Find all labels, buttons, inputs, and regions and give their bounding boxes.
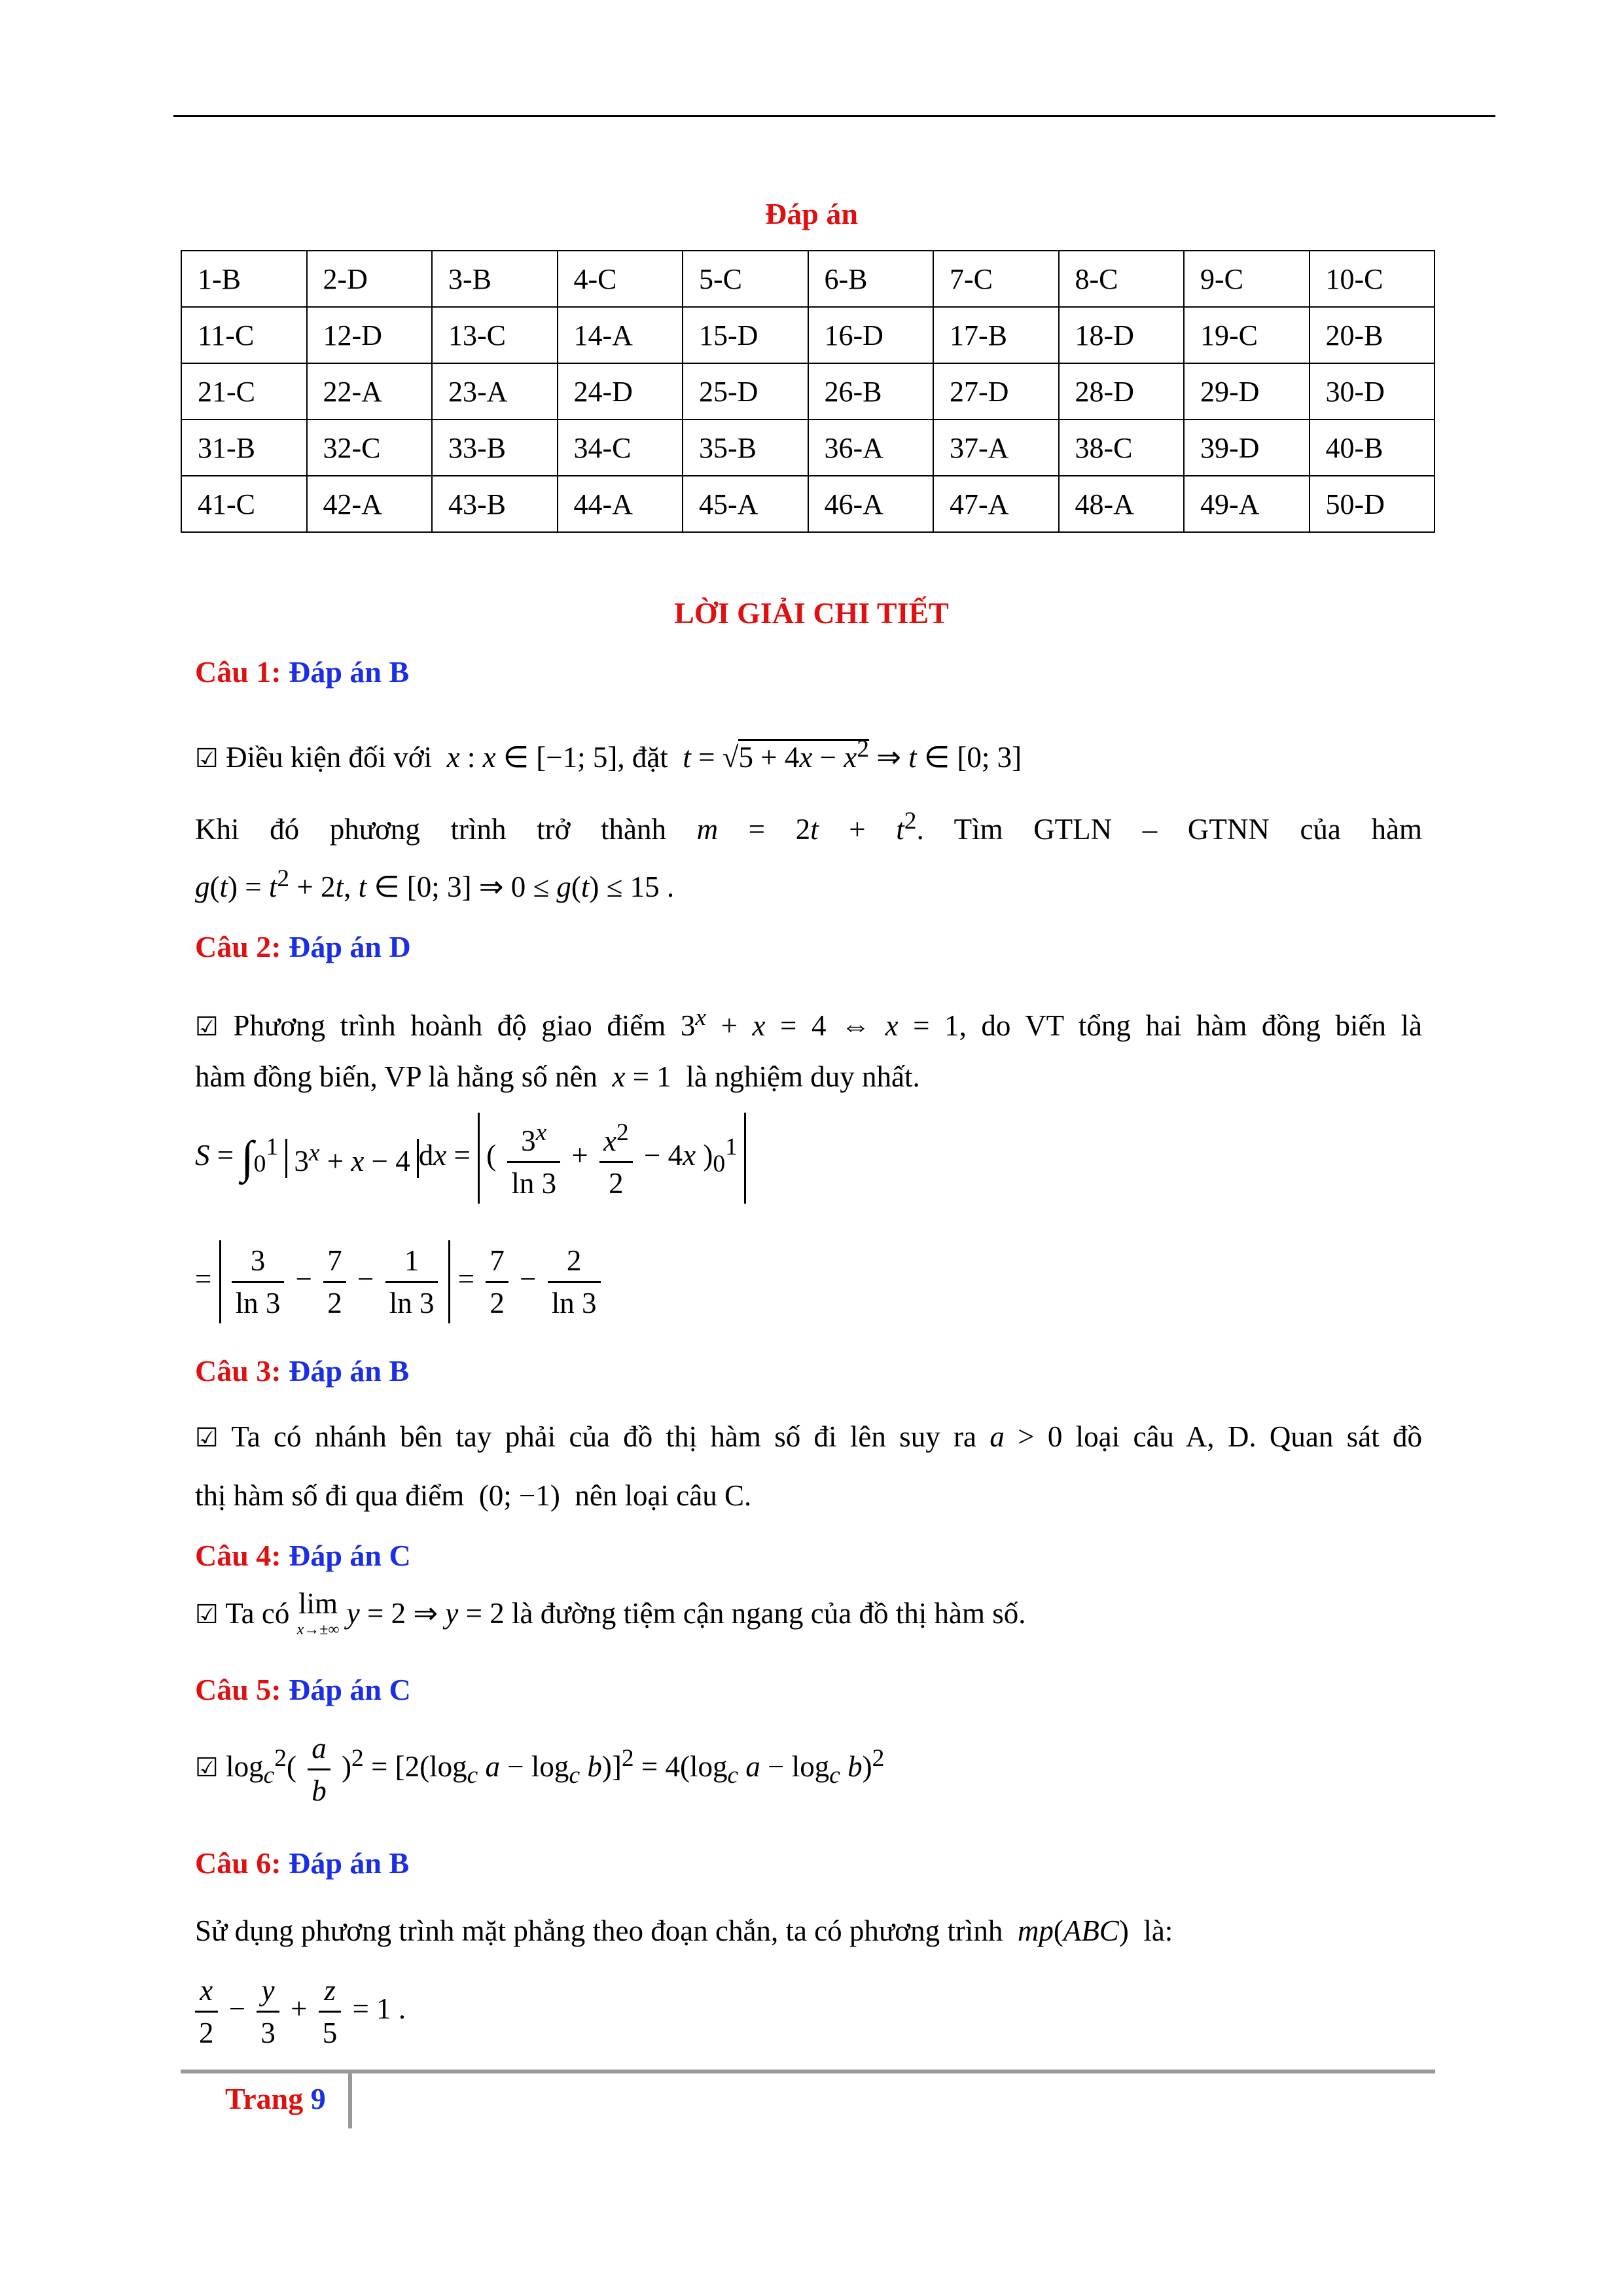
table-cell: 43-B — [432, 476, 558, 532]
question-2-line-1: ☑ Phương trình hoành độ giao điểm $3^x + x = 4$ ⇔ x = 1, do VT tổng hai hàm đồng biến là — [195, 1004, 1422, 1042]
question-2-heading: Câu 2: Đáp án D — [195, 930, 411, 963]
table-cell: 36-A — [808, 420, 934, 476]
question-6-line-1: Sử dụng phương trình mặt phẳng theo đoạn chắn, ta có phương trình mp(ABC) là: — [195, 1914, 1173, 1947]
table-cell: 35-B — [683, 420, 808, 476]
table-cell: 4-C — [558, 251, 683, 307]
question-1-line-2: Khi đó phương trình trở thành $m = 2t + t^2$. Tìm GTLN – GTNN của hàm — [195, 808, 1422, 846]
table-cell: 30-D — [1310, 363, 1435, 420]
question-3-heading: Câu 3: Đáp án B — [195, 1354, 410, 1388]
question-4-line-1: ☑ Ta có lim x→±∞ y = 2 ⇒ y = 2 là đường tiệm cận ngang của đồ thị hàm số. — [195, 1587, 1026, 1638]
table-cell: 2-D — [307, 251, 433, 307]
footer-divider — [348, 2072, 352, 2128]
table-cell: 17-B — [933, 307, 1059, 363]
checkbox-icon: ☑ — [195, 1600, 219, 1630]
table-cell: 7-C — [933, 251, 1059, 307]
table-cell: 40-B — [1310, 420, 1435, 476]
table-cell: 12-D — [307, 307, 433, 363]
question-1-heading: Câu 1: Đáp án B — [195, 655, 410, 689]
question-3-line-1: ☑ Ta có nhánh bên tay phải của đồ thị hàm số đi lên suy ra a > 0 loại câu A, D. Quan sát đồ — [195, 1420, 1423, 1453]
table-cell: 20-B — [1310, 307, 1435, 363]
table-cell: 25-D — [683, 363, 808, 420]
table-cell: 19-C — [1184, 307, 1310, 363]
table-cell: 3-B — [432, 251, 558, 307]
checkbox-icon: ☑ — [195, 1423, 219, 1453]
table-cell: 29-D — [1184, 363, 1310, 420]
question-1-line-1: ☑ Điều kiện đối với x : x ∈ [−1; 5], đặt $t = √5 + 4x - x^2$ ⇒ t ∈ [0; 3] — [195, 736, 1022, 774]
question-6-equation: $\frac{x}{2}$ − $\frac{y}{3}$ + $\frac{z}{5}$ = 1 . — [195, 1970, 1422, 2053]
table-row — [181, 363, 1435, 420]
table-cell: 1-B — [181, 251, 307, 307]
table-cell: 44-A — [558, 476, 683, 532]
table-cell: 33-B — [432, 420, 558, 476]
footer-rule — [181, 2070, 1435, 2073]
table-cell: 13-C — [432, 307, 558, 363]
table-cell: 10-C — [1310, 251, 1435, 307]
table-cell: 16-D — [808, 307, 934, 363]
checkbox-icon: ☑ — [195, 744, 219, 774]
table-cell: 45-A — [683, 476, 808, 532]
question-6-heading: Câu 6: Đáp án B — [195, 1846, 410, 1880]
checkbox-icon: ☑ — [195, 1012, 219, 1042]
question-3-line-2: thị hàm số đi qua điểm (0; −1) nên loại câu C. — [195, 1479, 752, 1512]
table-row — [181, 420, 1435, 476]
question-4-heading: Câu 4: Đáp án C — [195, 1539, 411, 1572]
solutions-title: LỜI GIẢI CHI TIẾT — [674, 596, 949, 630]
table-row — [181, 476, 1435, 532]
table-cell: 14-A — [558, 307, 683, 363]
header-rule — [173, 115, 1495, 117]
table-cell: 38-C — [1059, 420, 1185, 476]
table-cell: 46-A — [808, 476, 934, 532]
table-cell: 42-A — [307, 476, 433, 532]
table-cell: 27-D — [933, 363, 1059, 420]
table-cell: 32-C — [307, 420, 433, 476]
table-cell: 11-C — [181, 307, 307, 363]
page-number: Trang 9 — [225, 2082, 326, 2115]
answers-title: Đáp án — [765, 197, 858, 230]
table-cell: 39-D — [1184, 420, 1310, 476]
answer-table — [181, 250, 1435, 533]
table-cell: 18-D — [1059, 307, 1185, 363]
table-cell: 34-C — [558, 420, 683, 476]
question-1-line-3: $g(t) = t^2 + 2t$, t ∈ [0; 3] ⇒ 0 ≤ g(t) ≤ 15 . — [195, 865, 675, 903]
question-5-heading: Câu 5: Đáp án C — [195, 1673, 411, 1706]
table-cell: 49-A — [1184, 476, 1310, 532]
question-5-formula: ☑ $\log_c^2$( $\frac{a}{b}$ )$^2 = [2(\log_c$ $a - \log_c b)]^2 = 4(\log_c$ $a - \log_c b)^2$ — [195, 1728, 1422, 1811]
table-cell: 48-A — [1059, 476, 1185, 532]
table-cell: 15-D — [683, 307, 808, 363]
table-cell: 24-D — [558, 363, 683, 420]
table-row — [181, 307, 1435, 363]
table-cell: 8-C — [1059, 251, 1185, 307]
table-cell: 22-A — [307, 363, 433, 420]
table-cell: 23-A — [432, 363, 558, 420]
table-cell: 5-C — [683, 251, 808, 307]
table-cell: 37-A — [933, 420, 1059, 476]
table-cell: 47-A — [933, 476, 1059, 532]
table-cell: 28-D — [1059, 363, 1185, 420]
table-cell: 50-D — [1310, 476, 1435, 532]
table-cell: 26-B — [808, 363, 934, 420]
table-cell: 21-C — [181, 363, 307, 420]
table-cell: 9-C — [1184, 251, 1310, 307]
table-cell: 31-B — [181, 420, 307, 476]
question-2-line-2: hàm đồng biến, VP là hằng số nên x = 1 là nghiệm duy nhất. — [195, 1060, 920, 1093]
table-cell: 6-B — [808, 251, 934, 307]
question-2-result: = $\frac{3}{\ln 3}$ − $\frac{7}{2}$ − $\frac{1}{\ln 3}$ = $\frac{7}{2}$ − $\frac{2}{\ln 3}$ — [195, 1240, 1422, 1323]
checkbox-icon: ☑ — [195, 1752, 219, 1783]
table-row — [181, 251, 1435, 307]
question-2-integral: $S = \int_0^1$ $3^x + x - 4$ dx = ( $\frac{3^x}{\ln 3}$ + $\frac{x^2}{2}$ − 4x )$_0^1$ — [195, 1113, 1422, 1204]
table-cell: 41-C — [181, 476, 307, 532]
